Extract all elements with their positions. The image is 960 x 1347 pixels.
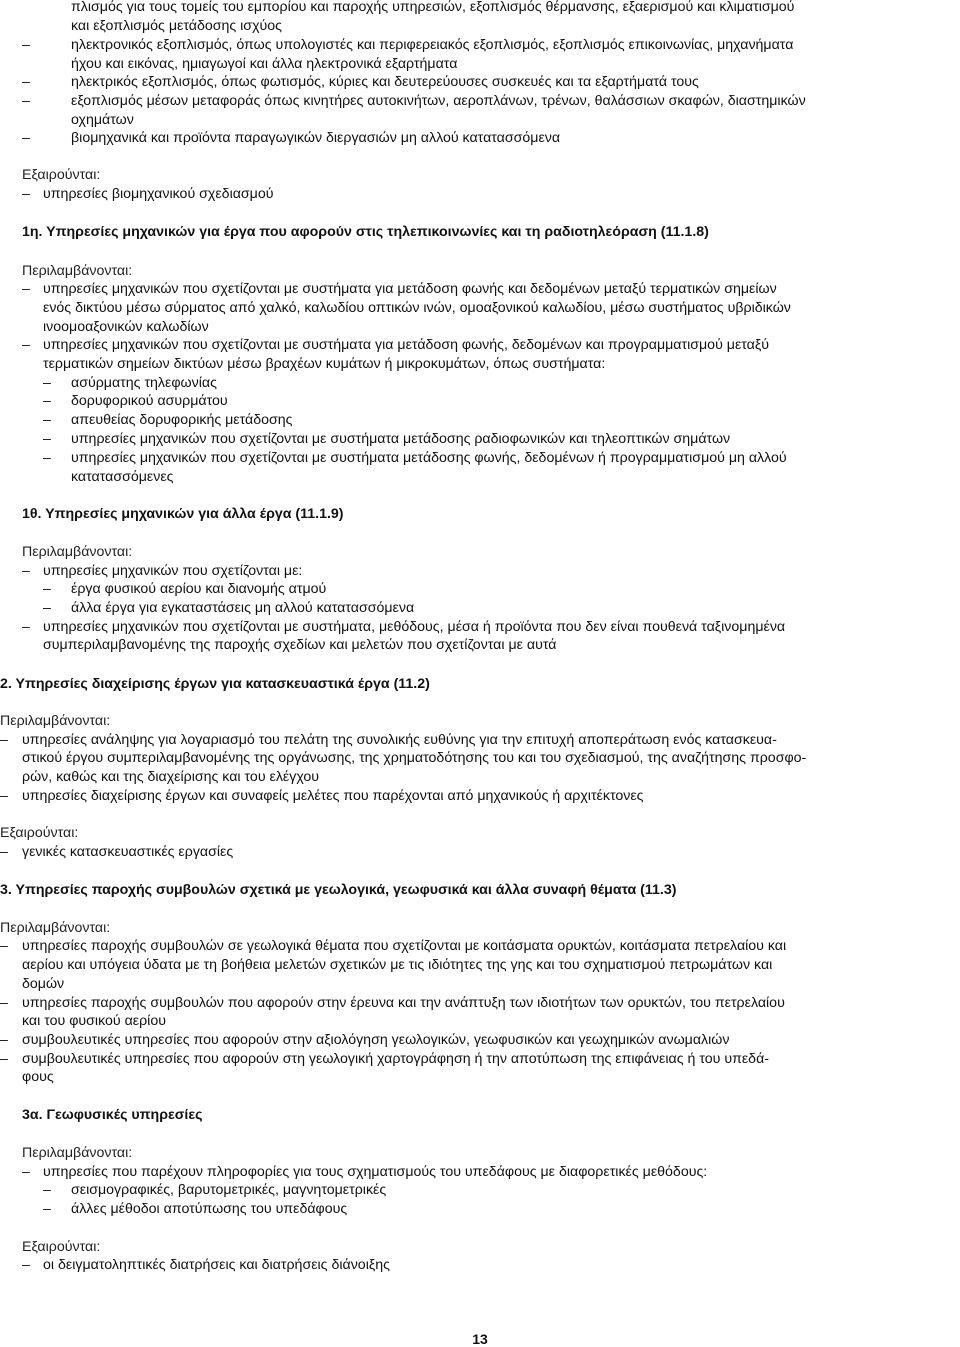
list-item: βιομηχανικά και προϊόντα παραγωγικών διεργασιών μη αλλού κατατασσόμενα (71, 130, 561, 146)
list-item: ασύρματης τηλεφωνίας (71, 375, 217, 391)
text-line: συμπεριλαμβανομένης της παροχής σχεδίων και μελετών που σχετίζονται με αυτά (43, 637, 557, 653)
list-item: συμβουλευτικές υπηρεσίες που αφορούν στην αξιολόγηση γεωλογικών, γεωφυσικών και γεωχημικών ανωμαλιών (22, 1032, 730, 1048)
list-dash: – (22, 37, 30, 53)
text-line: κατατασσόμενες (71, 469, 174, 485)
text-line: οχημάτων (71, 112, 134, 128)
section-heading: 2. Υπηρεσίες διαχείρισης έργων για κατασκευαστικά έργα (11.2) (0, 676, 430, 692)
list-dash: – (22, 130, 30, 146)
list-item: ηλεκτρικός εξοπλισμός, όπως φωτισμός, κύριες και δευτερεύουσες συσκευές και τα εξαρτήματά τους (71, 74, 699, 90)
include-label: Περιλαμβάνονται: (22, 1145, 133, 1161)
list-item: υπηρεσίες μηχανικών που σχετίζονται με συστήματα, μεθόδους, μέσα ή προϊόντα που δεν είναι πουθενά ταξινομημένα (43, 619, 786, 635)
text-line: ενός δικτύου μέσω σύρματος από χαλκό, καλωδίου οπτικών ινών, ομοαξονικού καλωδίου, μέσω συστήματος υβριδικών (43, 300, 791, 316)
list-item: γενικές κατασκευαστικές εργασίες (22, 844, 234, 860)
list-item: υπηρεσίες ανάληψης για λογαριασμό του πελάτη της συνολικής ευθύνης για την επιτυχή αποπεράτωση ενός κατασκευα- (22, 732, 777, 748)
exclude-label: Εξαιρούνται: (0, 825, 79, 841)
text-line: και του φυσικού αερίου (22, 1013, 166, 1029)
text-line: δομών (22, 976, 65, 992)
list-dash: – (0, 995, 8, 1011)
list-item: υπηρεσίες βιομηχανικού σχεδιασμού (43, 186, 274, 202)
list-dash: – (43, 450, 51, 466)
page-number: 13 (472, 1331, 488, 1347)
list-item: ηλεκτρονικός εξοπλισμός, όπως υπολογιστές και περιφερειακός εξοπλισμός, εξοπλισμός επικοινωνίας, μηχανήματα (71, 37, 794, 53)
list-item: υπηρεσίες μηχανικών που σχετίζονται με συστήματα μετάδοσης φωνής, δεδομένων ή προγραμματισμού μη αλλού (71, 450, 787, 466)
exclude-label: Εξαιρούνται: (22, 167, 101, 183)
list-dash: – (22, 619, 30, 635)
text-line: τερματικών σημείων δικτύων μέσω βραχέων κυμάτων ή μικροκυμάτων, όπως συστήματα: (43, 356, 606, 372)
section-heading: 1θ. Υπηρεσίες μηχανικών για άλλα έργα (11.1.9) (22, 506, 344, 522)
list-dash: – (43, 1182, 51, 1198)
text-line: ρών, καθώς και της διαχείρισης και του ελέγχου (22, 769, 320, 785)
list-dash: – (0, 938, 8, 954)
list-dash: – (22, 337, 30, 353)
list-dash: – (43, 375, 51, 391)
list-dash: – (43, 581, 51, 597)
list-dash: – (0, 732, 8, 748)
text-line: αερίου και υπόγεια ύδατα με τη βοήθεια μελετών σχετικών με τις ιδιότητες της γης και του σχηματισμού πετρωμάτων και (22, 957, 773, 973)
list-dash: – (22, 281, 30, 297)
list-dash: – (22, 74, 30, 90)
list-item: υπηρεσίες μηχανικών που σχετίζονται με συστήματα για μετάδοση φωνής, δεδομένων και προγραμματισμού μεταξύ (43, 337, 769, 353)
list-dash: – (22, 1257, 30, 1273)
section-heading: 1η. Υπηρεσίες μηχανικών για έργα που αφορούν στις τηλεπικοινωνίες και τη ραδιοτηλεόραση (11.1.8) (22, 224, 709, 240)
list-item: απευθείας δορυφορικής μετάδοσης (71, 412, 293, 428)
text-line: στικού έργου συμπεριλαμβανομένης της οργάνωσης, της χρηματοδότησης του και του σχεδιασμού, της αναζήτησης προσφο- (22, 750, 807, 766)
list-dash: – (43, 1201, 51, 1217)
text-line: ινοομοαξονικών καλωδίων (43, 319, 209, 335)
list-dash: – (0, 788, 8, 804)
include-label: Περιλαμβάνονται: (0, 920, 111, 936)
list-dash: – (22, 1164, 30, 1180)
text-line: ήχου και εικόνας, ημιαγωγοί και άλλα ηλεκτρονικά εξαρτήματα (71, 56, 458, 72)
section-heading: 3. Υπηρεσίες παροχής συμβουλών σχετικά με γεωλογικά, γεωφυσικά και άλλα συναφή θέματα (11.3) (0, 882, 677, 898)
list-dash: – (43, 600, 51, 616)
list-item: εξοπλισμός μέσων μεταφοράς όπως κινητήρες αυτοκινήτων, αεροπλάνων, τρένων, θαλάσσιων σκαφών, διαστημικών (71, 93, 806, 109)
list-item: υπηρεσίες μηχανικών που σχετίζονται με συστήματα μετάδοσης ραδιοφωνικών και τηλεοπτικών σημάτων (71, 431, 731, 447)
list-item: οι δειγματοληπτικές διατρήσεις και διατρήσεις διάνοιξης (43, 1257, 390, 1273)
include-label: Περιλαμβάνονται: (0, 713, 111, 729)
list-item: υπηρεσίες παροχής συμβουλών σε γεωλογικά θέματα που σχετίζονται με κοιτάσματα ορυκτών, κοιτάσματα πετρελαίου και (22, 938, 787, 954)
list-dash: – (22, 563, 30, 579)
text-line: πλισμός για τους τομείς του εμπορίου και παροχής υπηρεσιών, εξοπλισμός θέρμανσης, εξαερισμού και κλιματισμού (71, 0, 795, 15)
list-dash: – (22, 93, 30, 109)
list-item: δορυφορικού ασυρμάτου (71, 393, 228, 409)
list-dash: – (0, 1051, 8, 1067)
include-label: Περιλαμβάνονται: (22, 263, 133, 279)
list-item: υπηρεσίες μηχανικών που σχετίζονται με: (43, 563, 303, 579)
list-item: σεισμογραφικές, βαρυτομετρικές, μαγνητομετρικές (71, 1182, 387, 1198)
exclude-label: Εξαιρούνται: (22, 1239, 101, 1255)
list-item: συμβουλευτικές υπηρεσίες που αφορούν στη γεωλογική χαρτογράφηση ή την αποτύπωση της επιφάνειας ή του υπεδά- (22, 1051, 770, 1067)
list-dash: – (22, 186, 30, 202)
section-heading: 3α. Γεωφυσικές υπηρεσίες (22, 1107, 203, 1123)
list-item: υπηρεσίες μηχανικών που σχετίζονται με συστήματα για μετάδοση φωνής και δεδομένων μεταξύ τερματικών σημείων (43, 281, 777, 297)
include-label: Περιλαμβάνονται: (22, 544, 133, 560)
text-line: και εξοπλισμός μετάδοσης ισχύος (71, 18, 282, 34)
list-item: υπηρεσίες παροχής συμβουλών που αφορούν στην έρευνα και την ανάπτυξη των ιδιοτήτων των ορυκτών, του πετρελαίου (22, 995, 785, 1011)
list-item: άλλα έργα για εγκαταστάσεις μη αλλού κατατασσόμενα (71, 600, 415, 616)
list-item: υπηρεσίες διαχείρισης έργων και συναφείς μελέτες που παρέχονται από μηχανικούς ή αρχιτέκτονες (22, 788, 644, 804)
list-dash: – (0, 1032, 8, 1048)
list-dash: – (43, 412, 51, 428)
list-dash: – (43, 431, 51, 447)
list-item: υπηρεσίες που παρέχουν πληροφορίες για τους σχηματισμούς του υπεδάφους με διαφορετικές μεθόδους: (43, 1164, 708, 1180)
text-line: φους (22, 1069, 54, 1085)
list-dash: – (43, 393, 51, 409)
list-dash: – (0, 844, 8, 860)
list-item: έργα φυσικού αερίου και διανομής ατμού (71, 581, 327, 597)
list-item: άλλες μέθοδοι αποτύπωσης του υπεδάφους (71, 1201, 348, 1217)
